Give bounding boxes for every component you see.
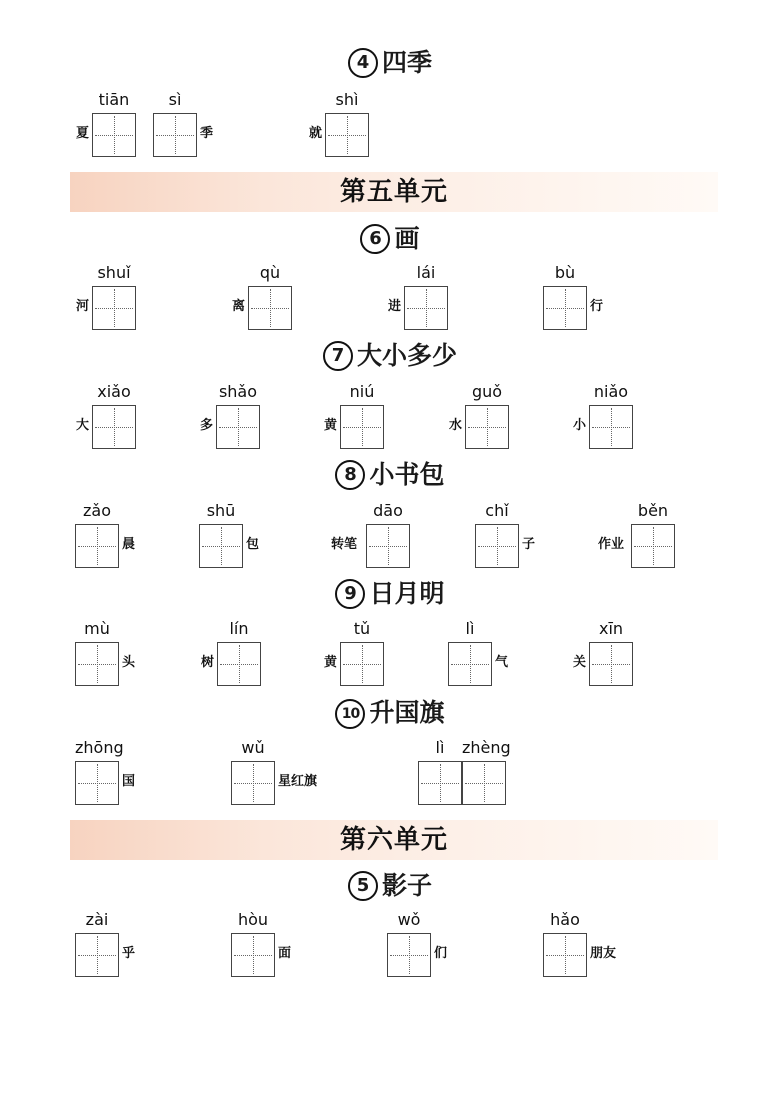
unit-banner bbox=[70, 820, 718, 860]
context-after: 头 bbox=[122, 655, 136, 670]
context-after: 面 bbox=[278, 946, 292, 961]
context-before: 夏 bbox=[76, 126, 90, 141]
context-after: 行 bbox=[590, 299, 604, 314]
pinyin-label: xīn bbox=[598, 619, 624, 638]
context-before: 作业 bbox=[598, 537, 625, 552]
writing-box[interactable] bbox=[465, 405, 509, 449]
writing-box[interactable] bbox=[589, 642, 633, 686]
pinyin-label: shǎo bbox=[218, 382, 258, 401]
writing-box[interactable] bbox=[340, 405, 384, 449]
lesson-title-8 bbox=[0, 458, 780, 492]
pinyin-label: niú bbox=[349, 382, 375, 401]
writing-box[interactable] bbox=[404, 286, 448, 330]
context-before: 黄 bbox=[324, 418, 338, 433]
lesson-title-4 bbox=[0, 46, 780, 80]
writing-box[interactable] bbox=[366, 524, 410, 568]
writing-box[interactable] bbox=[543, 286, 587, 330]
writing-box[interactable] bbox=[231, 933, 275, 977]
pinyin-label: lì bbox=[435, 738, 445, 757]
lesson-title-text: 画 bbox=[394, 224, 420, 253]
pinyin-label: zhèng bbox=[462, 738, 511, 757]
context-after: 们 bbox=[434, 946, 448, 961]
context-before: 河 bbox=[76, 299, 90, 314]
lesson-title-10 bbox=[0, 696, 780, 730]
pinyin-label: wǒ bbox=[397, 910, 421, 929]
pinyin-label: niǎo bbox=[593, 382, 629, 401]
writing-box[interactable] bbox=[631, 524, 675, 568]
context-after: 气 bbox=[495, 655, 509, 670]
pinyin-label: zǎo bbox=[83, 501, 111, 520]
writing-box[interactable] bbox=[589, 405, 633, 449]
pinyin-label: tǔ bbox=[353, 619, 371, 638]
unit-title: 第六单元 bbox=[339, 825, 448, 855]
lesson-number-badge: 5 bbox=[348, 871, 378, 901]
pinyin-label: bù bbox=[554, 263, 576, 282]
context-after: 星红旗 bbox=[278, 774, 318, 789]
context-before: 就 bbox=[309, 126, 323, 141]
lesson-number-badge: 4 bbox=[348, 48, 378, 78]
pinyin-label: lín bbox=[229, 619, 249, 638]
lesson-title-9 bbox=[0, 577, 780, 611]
context-before: 多 bbox=[200, 418, 214, 433]
lesson-number-badge: 6 bbox=[360, 224, 390, 254]
writing-box[interactable] bbox=[92, 286, 136, 330]
context-after: 晨 bbox=[122, 537, 136, 552]
pinyin-label: hòu bbox=[237, 910, 269, 929]
lesson-title-text: 影子 bbox=[381, 871, 432, 900]
context-before: 离 bbox=[232, 299, 246, 314]
writing-box[interactable] bbox=[231, 761, 275, 805]
pinyin-label: shū bbox=[206, 501, 236, 520]
lesson-title-5 bbox=[0, 869, 780, 903]
unit-title: 第五单元 bbox=[339, 177, 448, 207]
writing-box[interactable] bbox=[92, 405, 136, 449]
context-after: 国 bbox=[122, 774, 136, 789]
writing-box[interactable] bbox=[75, 933, 119, 977]
writing-box[interactable] bbox=[475, 524, 519, 568]
context-after: 朋友 bbox=[590, 946, 617, 961]
writing-box[interactable] bbox=[418, 761, 462, 805]
context-after: 包 bbox=[246, 537, 260, 552]
pinyin-label: guǒ bbox=[471, 382, 503, 401]
pinyin-label: běn bbox=[637, 501, 669, 520]
lesson-number-badge: 7 bbox=[323, 341, 353, 371]
context-before: 树 bbox=[201, 655, 215, 670]
pinyin-label: shuǐ bbox=[97, 263, 131, 282]
lesson-title-text: 大小多少 bbox=[356, 341, 457, 370]
context-before: 黄 bbox=[324, 655, 338, 670]
writing-box[interactable] bbox=[543, 933, 587, 977]
context-after: 子 bbox=[522, 537, 536, 552]
pinyin-label: tiān bbox=[98, 90, 130, 109]
pinyin-label: sì bbox=[168, 90, 182, 109]
lesson-title-text: 日月明 bbox=[369, 579, 445, 608]
context-before: 关 bbox=[573, 655, 587, 670]
unit-banner bbox=[70, 172, 718, 212]
lesson-title-7 bbox=[0, 339, 780, 373]
writing-box[interactable] bbox=[92, 113, 136, 157]
context-before: 小 bbox=[573, 418, 587, 433]
pinyin-label: zài bbox=[85, 910, 109, 929]
writing-box[interactable] bbox=[462, 761, 506, 805]
lesson-title-text: 升国旗 bbox=[369, 698, 445, 727]
pinyin-label: wǔ bbox=[241, 738, 265, 757]
pinyin-label: qù bbox=[259, 263, 281, 282]
lesson-title-6 bbox=[0, 222, 780, 256]
pinyin-label: chǐ bbox=[485, 501, 509, 520]
pinyin-label: hǎo bbox=[550, 910, 580, 929]
writing-box[interactable] bbox=[199, 524, 243, 568]
pinyin-label: mù bbox=[84, 619, 110, 638]
writing-box[interactable] bbox=[340, 642, 384, 686]
writing-box[interactable] bbox=[75, 761, 119, 805]
writing-box[interactable] bbox=[217, 642, 261, 686]
pinyin-label: zhōng bbox=[75, 738, 124, 757]
pinyin-label: dāo bbox=[373, 501, 403, 520]
writing-box[interactable] bbox=[153, 113, 197, 157]
pinyin-label: lì bbox=[465, 619, 475, 638]
context-before: 水 bbox=[449, 418, 463, 433]
writing-box[interactable] bbox=[75, 642, 119, 686]
pinyin-label: xiǎo bbox=[97, 382, 131, 401]
lesson-number-badge: 9 bbox=[335, 579, 365, 609]
context-after: 乎 bbox=[122, 946, 136, 961]
writing-box[interactable] bbox=[387, 933, 431, 977]
lesson-number-badge: 10 bbox=[335, 699, 365, 729]
context-before: 大 bbox=[76, 418, 90, 433]
context-after: 季 bbox=[200, 126, 214, 141]
pinyin-label: lái bbox=[416, 263, 436, 282]
writing-box[interactable] bbox=[75, 524, 119, 568]
context-before: 进 bbox=[388, 299, 402, 314]
lesson-title-text: 小书包 bbox=[369, 460, 445, 489]
writing-box[interactable] bbox=[248, 286, 292, 330]
writing-box[interactable] bbox=[448, 642, 492, 686]
writing-box[interactable] bbox=[216, 405, 260, 449]
lesson-number-badge: 8 bbox=[335, 460, 365, 490]
context-before: 转笔 bbox=[331, 537, 358, 552]
lesson-title-text: 四季 bbox=[381, 48, 432, 77]
pinyin-label: shì bbox=[335, 90, 359, 109]
writing-box[interactable] bbox=[325, 113, 369, 157]
